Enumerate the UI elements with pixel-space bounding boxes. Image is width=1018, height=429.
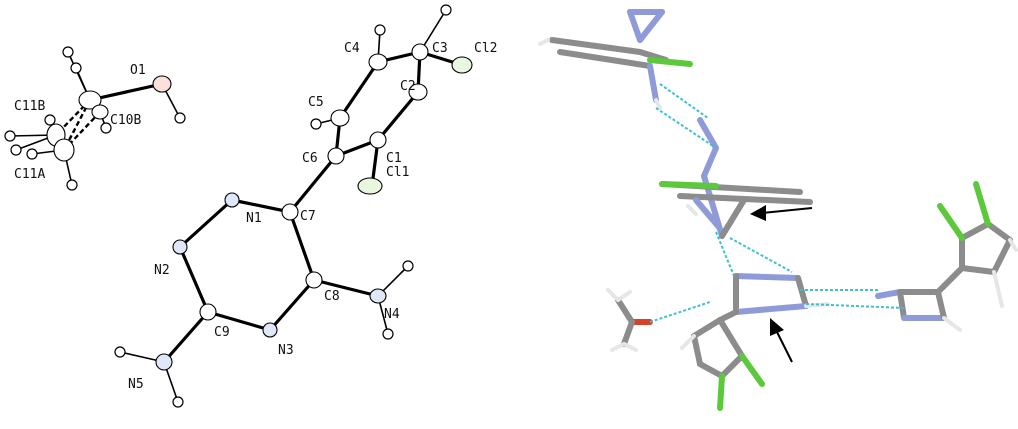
h-atom [45,115,55,125]
n5-ellipsoid [156,354,172,370]
packing-panel [540,12,1016,408]
h-atom [441,5,451,15]
h-atom [173,397,183,407]
h-atom [27,149,37,159]
packing-molecule-bottom [682,276,828,408]
arrow-upper [762,208,812,213]
label-c1: C1 [386,151,402,166]
c10b-ellipsoid [92,105,108,119]
packing-solvent [608,290,650,350]
label-c8: C8 [324,289,340,304]
label-c7: C7 [300,209,316,224]
label-c3: C3 [432,41,448,56]
h-atom [175,113,185,123]
label-n4: N4 [384,307,400,322]
h-atom [403,261,413,271]
c11a-ellipsoid [54,139,74,161]
c6-ellipsoid [328,148,344,164]
arrow-lower [776,330,792,362]
label-c2: C2 [400,79,416,94]
label-n3: N3 [278,343,294,358]
c7-ellipsoid [282,204,298,220]
label-n2: N2 [154,263,170,278]
annotation-arrows [750,205,812,362]
c3-ellipsoid [412,44,428,60]
h-atom [375,25,385,35]
label-n5: N5 [128,377,144,392]
label-c10b: C10B [110,113,142,128]
n3-ellipsoid [263,323,277,337]
c4-ellipsoid [369,54,387,70]
h-atom [67,180,77,190]
h-atom [11,145,21,155]
label-n1: N1 [246,211,262,226]
h-atom [311,119,321,129]
label-cl2: Cl2 [474,41,498,56]
h-atom [63,47,73,57]
label-c11b: C11B [14,99,46,114]
packing-molecule-middle [662,120,810,236]
label-c6: C6 [302,151,318,166]
c9-ellipsoid [200,304,216,320]
label-c4: C4 [344,41,360,56]
c5-ellipsoid [331,110,349,126]
h-atom [5,131,15,141]
n2-ellipsoid [173,240,187,254]
h-atom [71,63,81,73]
packing-molecule-top [540,12,690,108]
h-atom [383,329,393,339]
arrow-upper-head [750,205,766,221]
label-o1: O1 [130,63,146,78]
cl2-ellipsoid [452,57,472,73]
cl1-ellipsoid [358,178,382,194]
c8-ellipsoid [306,272,322,288]
n4-ellipsoid [370,289,386,303]
n1-ellipsoid [225,193,239,207]
h-atom [115,347,125,357]
label-c9: C9 [214,325,230,340]
ortep-panel [5,5,497,407]
o1-ellipsoid [153,76,171,92]
label-c5: C5 [308,95,324,110]
c1-ellipsoid [370,132,386,148]
label-c11a: C11A [14,167,46,182]
label-cl1: Cl1 [386,165,410,180]
